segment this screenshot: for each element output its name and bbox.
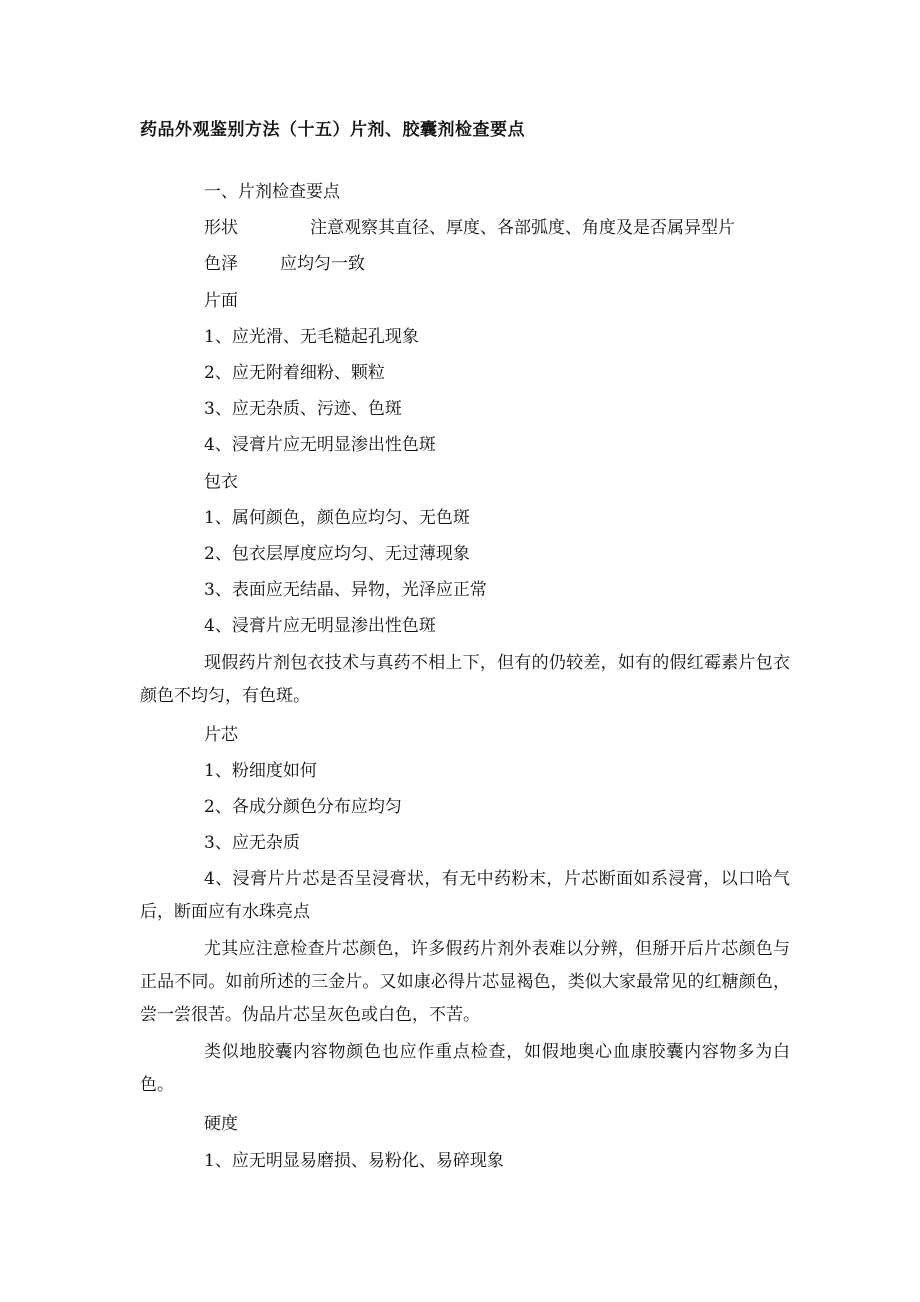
surface-item: 4、浸膏片应无明显渗出性色斑	[204, 435, 436, 456]
coating-item: 3、表面应无结晶、异物，光泽应正常	[204, 580, 487, 601]
core-item: 3、应无杂质	[204, 833, 300, 854]
surface-item: 1、应光滑、无毛糙起孔现象	[204, 326, 419, 347]
document-body	[140, 174, 790, 1179]
hardness-heading: 硬度	[204, 1114, 238, 1135]
document-title: 药品外观鉴别方法（十五）片剂、胶囊剂检查要点	[140, 120, 525, 140]
shape-row	[140, 210, 790, 246]
coating-heading: 包衣	[204, 471, 238, 492]
color-text: 应均匀一致	[280, 254, 365, 275]
core-item-4: 4、浸膏片片芯是否呈浸膏状，有无中药粉末，片芯断面如系浸膏，以口哈气后，断面应有水珠亮点	[140, 869, 790, 923]
coating-item: 1、属何颜色，颜色应均匀、无色斑	[204, 507, 470, 528]
surface-item: 2、应无附着细粉、颗粒	[204, 363, 385, 384]
color-label: 色泽	[204, 254, 238, 275]
core-note-capsule: 类似地胶囊内容物颜色也应作重点检查，如假地奥心血康胶囊内容物多为白色。	[140, 1042, 790, 1096]
surface-heading: 片面	[204, 290, 238, 311]
color-row	[140, 246, 790, 282]
coating-item: 4、浸膏片应无明显渗出性色斑	[204, 616, 436, 637]
hardness-item: 1、应无明显易磨损、易粉化、易碎现象	[204, 1150, 504, 1171]
coating-note: 现假药片剂包衣技术与真药不相上下，但有的仍较差，如有的假红霉素片包衣颜色不均匀，有色斑。	[140, 652, 790, 706]
shape-text: 注意观察其直径、厚度、各部弧度、角度及是否属异型片	[310, 218, 735, 239]
core-item: 1、粉细度如何	[204, 760, 317, 781]
shape-label: 形状	[204, 218, 238, 239]
core-heading: 片芯	[204, 724, 238, 745]
core-item: 2、各成分颜色分布应均匀	[204, 797, 402, 818]
core-note-color: 尤其应注意检查片芯颜色，许多假药片剂外表难以分辨，但掰开后片芯颜色与正品不同。如前所述的三金片。又如康必得片芯显褐色，类似大家最常见的红糖颜色，尝一尝很苦。伪品片芯呈灰色或白色，不苦。	[140, 939, 790, 1026]
section-heading: 一、片剂检查要点	[204, 182, 340, 202]
coating-item: 2、包衣层厚度应均匀、无过薄现象	[204, 544, 470, 565]
surface-item: 3、应无杂质、污迹、色斑	[204, 399, 402, 420]
